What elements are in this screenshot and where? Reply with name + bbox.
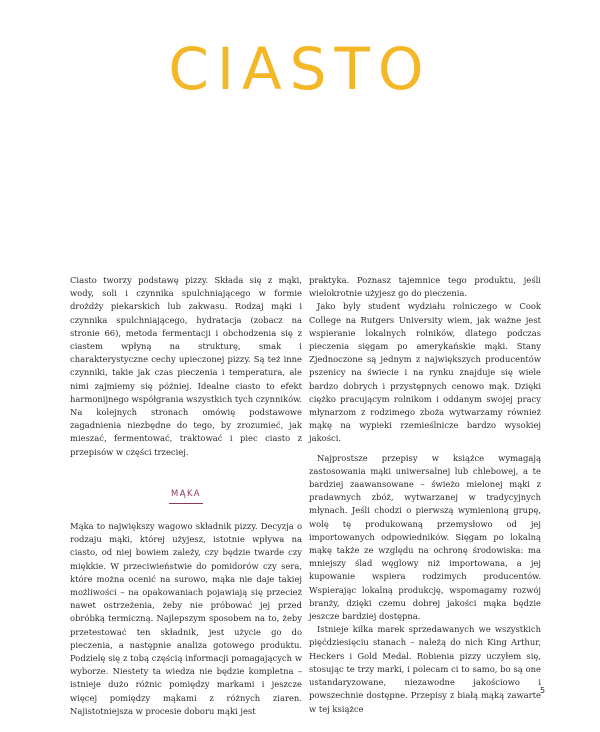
- paragraph-2: Jako byly student wydziału rolniczego w Cook College na Rutgers University wiem, jak ważne jest wspieranie lokalnych rolników, dlatego podczas pieczenia sięgam po amerykańskie mąki. Stany Zjednoczone są jednym z największych producentów pszenicy na świecie i na rynku znajduje się wiele bardzo dobrych i przystępnych cenowo mąk. Dzięki ciężko pracującym rolnikom i oddanym swojej pracy młynarzom z rodzimego zboża wytwarzamy również mąkę na wypieki rzemieślnicze bardzo wysokiej jakości.: [309, 301, 541, 444]
- left-column: [70, 274, 302, 718]
- section-heading: MĄKA: [70, 487, 302, 504]
- section-paragraph: Mąka to największy wagowo składnik pizzy. Decyzja o rodzaju mąki, której użyjesz, istotnie wpływa na ciasto, od niej bowiem zależy, czy będzie twarde czy miękkie. W przeciwieństwie do pomidorów czy sera, które można ocenić na surowo, mąka nie daje takiej możliwości – na opakowaniach pojawiają się przecież nawet ostrzeżenia, żeby nie próbować jej przed obróbką termiczną. Najlepszym sposobem na to, żeby przetestować ten składnik, jest użycie go do pieczenia, a następnie analiza gotowego produktu. Podzielę się z tobą częścią informacji pomagających w wyborze. Niestety ta wiedza nie będzie kompletna – istnieje dużo różnic pomiędzy markami i jeszcze więcej pomiędzy mąkami z różnych ziaren. Najistotniejsza w procesie doboru mąki jest: [70, 521, 302, 716]
- paragraph-3: Najprostsze przepisy w książce wymagają zastosowania mąki uniwersalnej lub chlebowej, a te bardziej zaawansowane – świeżo mielonej mąki z pradawnych zbóż, wytwarzanej w tradycyjnych młynach. Jeśli chodzi o pierwszą wymienioną grupę, wolę tę produkowaną przemysłowo od jej importowanych odpowiedników. Sięgam po lokalną mąkę także ze względu na ochronę środowiska: ma mniejszy ślad węglowy niż importowana, a jej kupowanie wspiera rodzimych producentów. Wspierając lokalną produkcję, wspomagamy rozwój branży, dzięki czemu dobrej jakości mąka będzie jeszcze bardziej dostępna.: [309, 452, 541, 622]
- paragraph-1: praktyka. Poznasz tajemnice tego produktu, jeśli wielokrotnie użyjesz go do pieczenia.: [309, 275, 541, 299]
- intro-paragraph: Ciasto tworzy podstawę pizzy. Składa się z mąki, wody, soli i czynnika spulchniającego w formie drożdży piekarskich lub zakwasu. Rodzaj mąki i czynnika spulchniającego, hydratacja (zobacz na stronie 66), metoda fermentacji i obchodzenia się z ciastem wpłyną na strukturę, smak i charakterystyczne cechy upieczonej pizzy. Są też inne czynniki, takie jak czas pieczenia i temperatura, ale nimi zajmiemy się później. Idealne ciasto to efekt harmonijnego współgrania wszystkich tych czynników. Na kolejnych stronach omówię podstawowe zagadnienia niezbędne do tego, by zrozumieć, jak mieszać, fermentować, traktować i piec ciasto z przepisów w części trzeciej.: [70, 275, 302, 457]
- paragraph-4: Istnieje kilka marek sprzedawanych we wszystkich pięćdziesięciu stanach – należą do nich King Arthur, Heckers i Gold Medal. Robienia pizzy uczyłem się, stosując te trzy marki, i polecam ci to samo, bo są one ustandaryzowane, niezawodne jakościowo i powszechnie dostępne. Przepisy z białą mąką zawarte w tej książce: [309, 624, 541, 714]
- page-number: 5: [540, 686, 546, 695]
- chapter-title: CIASTO: [168, 35, 432, 103]
- right-column: [309, 274, 541, 716]
